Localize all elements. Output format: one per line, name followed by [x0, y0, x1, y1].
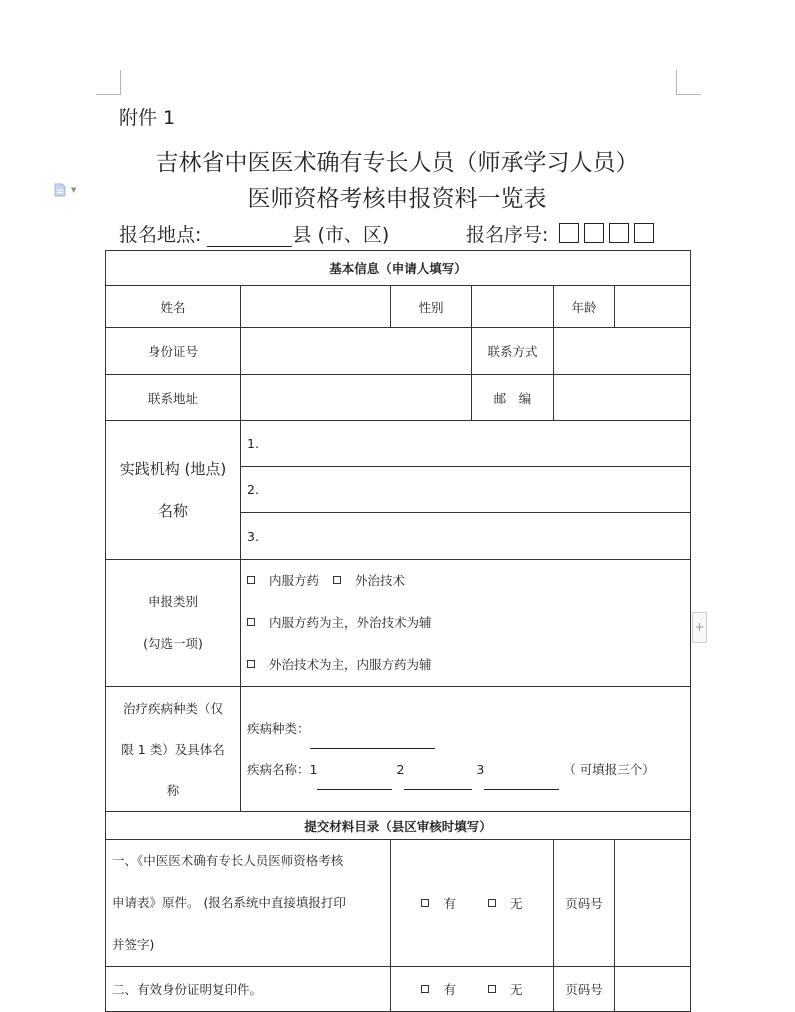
reg-no-box[interactable] [584, 223, 604, 243]
material-2-no: 无 [509, 982, 523, 997]
disease-label-line2: 限 1 类）及具体名 [121, 741, 225, 757]
material-1-yes: 有 [443, 896, 456, 911]
postcode-field[interactable] [554, 375, 691, 421]
category-checkbox-3[interactable] [247, 618, 255, 626]
age-label: 年龄 [554, 286, 615, 328]
category-label-line2: (勾选一项) [143, 636, 203, 651]
category-option-3: 内服方药为主，外治技术为辅 [269, 615, 432, 630]
address-label: 联系地址 [106, 375, 241, 421]
reg-place-blank[interactable] [207, 228, 292, 247]
application-form-table [105, 250, 691, 1012]
disease-label-line1: 治疗疾病种类（仅 [122, 700, 223, 716]
material-1-line3: 并签字) [112, 937, 155, 952]
page-title-line2: 医师资格考核申报资料一览表 [247, 186, 547, 212]
practice-item-1[interactable]: 1. [241, 421, 691, 467]
disease-name-1-blank[interactable] [317, 776, 392, 790]
add-row-button[interactable]: + [692, 612, 707, 643]
disease-name-3-blank[interactable] [484, 776, 559, 790]
practice-item-3[interactable]: 3. [241, 513, 691, 560]
category-option-2: 外治技术 [355, 573, 406, 588]
reg-place-label: 报名地点: [119, 224, 202, 246]
category-label-line1: 申报类别 [147, 594, 198, 609]
material-item-1 [106, 840, 391, 967]
material-2-yes-checkbox[interactable] [421, 985, 429, 993]
address-field[interactable] [241, 375, 472, 421]
page-title-line1: 吉林省中医医术确有专长人员（师承学习人员） [155, 150, 639, 176]
practice-label [106, 421, 241, 560]
reg-no-box[interactable] [609, 223, 629, 243]
reg-no-box[interactable] [559, 223, 579, 243]
practice-label-line2: 名称 [157, 502, 188, 520]
disease-fields [241, 687, 691, 812]
practice-item-2[interactable]: 2. [241, 467, 691, 513]
material-1-no-checkbox[interactable] [488, 899, 496, 907]
dropdown-arrow-icon[interactable]: ▼ [71, 186, 77, 194]
disease-name-2-label: 2 [396, 762, 405, 777]
material-1-availability [391, 840, 554, 967]
name-field[interactable] [241, 286, 391, 328]
age-field[interactable] [615, 286, 691, 328]
registration-place [119, 220, 389, 247]
material-1-yes-checkbox[interactable] [421, 899, 429, 907]
document-icon[interactable] [53, 183, 67, 197]
name-label: 姓名 [106, 286, 241, 328]
id-field[interactable] [241, 328, 472, 375]
material-1-page-field[interactable] [615, 840, 691, 967]
disease-type-blank[interactable] [310, 735, 435, 749]
attachment-label: 附件 1 [119, 107, 176, 129]
material-2-page-label: 页码号 [554, 967, 615, 1012]
material-2-yes: 有 [443, 982, 456, 997]
category-option-4: 外治技术为主，内服方药为辅 [269, 657, 432, 672]
disease-type-label: 疾病种类： [247, 721, 310, 736]
disease-name-label: 疾病名称：1 [247, 762, 318, 777]
id-label: 身份证号 [106, 328, 241, 375]
contact-label: 联系方式 [472, 328, 554, 375]
reg-no-box[interactable] [634, 223, 654, 243]
postcode-label: 邮 编 [472, 375, 554, 421]
disease-name-note: （ 可填报三个） [563, 762, 655, 777]
material-1-page-label: 页码号 [554, 840, 615, 967]
disease-name-2-blank[interactable] [404, 776, 472, 790]
material-2-page-field[interactable] [615, 967, 691, 1012]
gender-field[interactable] [472, 286, 554, 328]
material-1-line1: 一、《中医医术确有专长人员医师资格考核 [112, 853, 344, 868]
reg-place-suffix: 县 (市、区) [292, 224, 390, 246]
page-corner-mark-top-right [676, 70, 701, 95]
material-item-2: 二、有效身份证明复印件。 [106, 967, 391, 1012]
material-1-no: 无 [509, 896, 523, 911]
reg-no-label: 报名序号: [466, 224, 549, 246]
basic-info-header: 基本信息（申请人填写） [106, 251, 691, 286]
materials-header: 提交材料目录（县区审核时填写） [106, 812, 691, 840]
gender-label: 性别 [391, 286, 472, 328]
practice-label-line1: 实践机构 (地点) [119, 460, 227, 478]
disease-name-3-label: 3 [476, 762, 485, 777]
page-corner-mark-top-left [96, 70, 121, 95]
contact-field[interactable] [554, 328, 691, 375]
category-options [241, 560, 691, 687]
category-label [106, 560, 241, 687]
category-checkbox-4[interactable] [247, 660, 255, 668]
disease-label-line3: 称 [166, 782, 180, 798]
material-1-line2: 申请表》原件。 (报名系统中直接填报打印 [112, 895, 346, 910]
registration-number [466, 220, 654, 247]
category-option-1: 内服方药 [269, 573, 320, 588]
disease-label [106, 687, 241, 812]
material-2-availability [391, 967, 554, 1012]
material-2-no-checkbox[interactable] [488, 985, 496, 993]
category-checkbox-2[interactable] [333, 576, 341, 584]
category-checkbox-1[interactable] [247, 576, 255, 584]
